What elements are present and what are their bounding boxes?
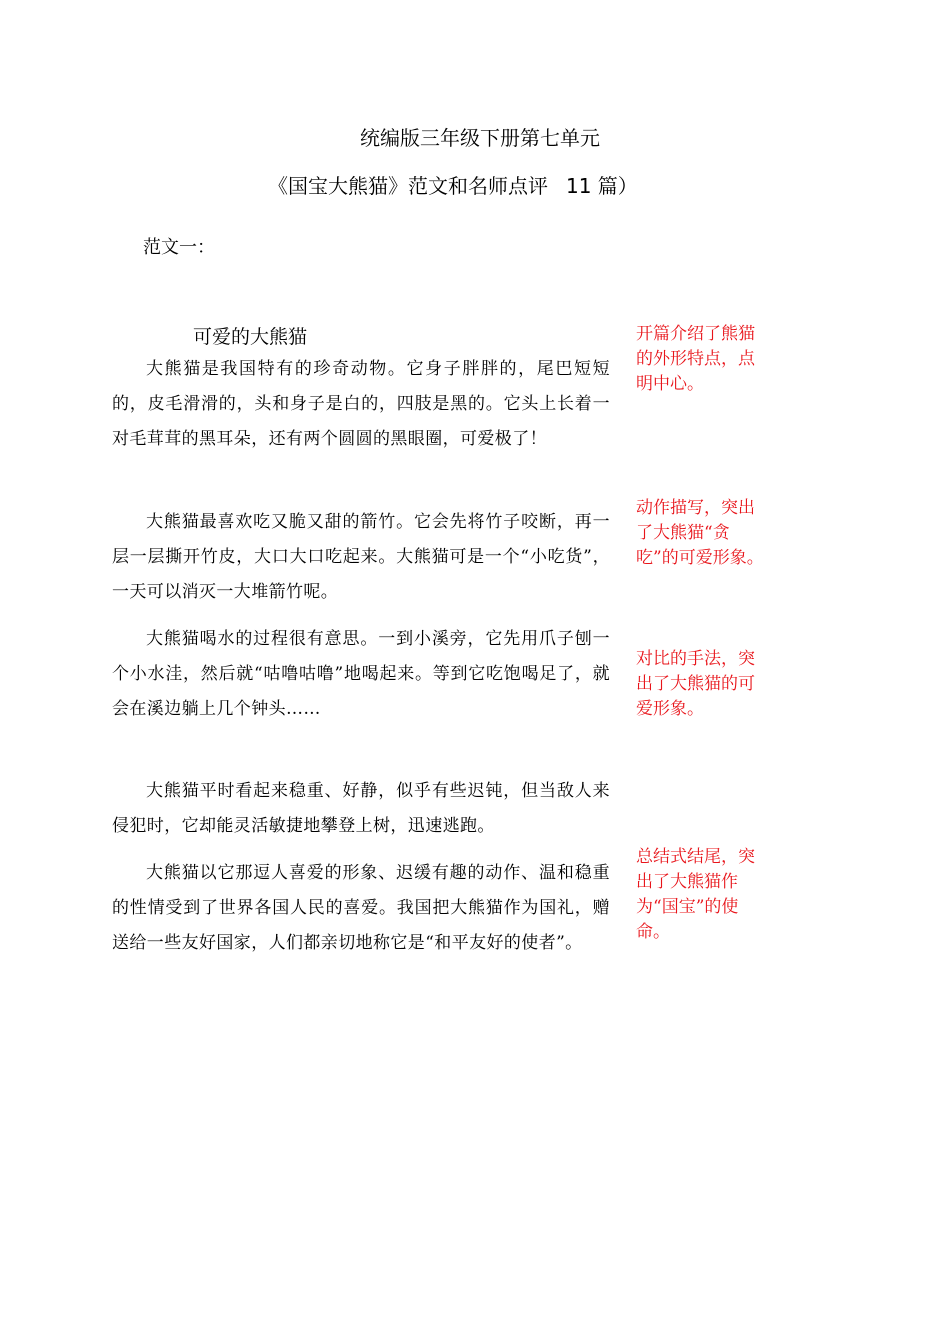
essay-title: 可爱的大熊猫	[193, 326, 308, 348]
document-subtitle	[268, 170, 638, 199]
sample-label: 范文一：	[143, 237, 215, 258]
teacher-comment-1: 开篇介绍了熊猫的外形特点，点明中心。	[636, 324, 755, 394]
essay-paragraph-1: 大熊猫是我国特有的珍奇动物。它身子胖胖的，尾巴短短的，皮毛滑滑的，头和身子是白的，四肢是黑的。它头上长着一对毛茸茸的黑耳朵，还有两个圆圆的黑眼圈，可爱极了！	[112, 359, 610, 449]
teacher-comment-3: 对比的手法，突出了大熊猫的可爱形象。	[636, 649, 755, 719]
essay-paragraph-4: 大熊猫平时看起来稳重、好静，似乎有些迟钝，但当敌人来侵犯时，它却能灵活敏捷地攀登上树，迅速逃跑。	[112, 781, 610, 836]
essay-paragraph-5: 大熊猫以它那逗人喜爱的形象、迟缓有趣的动作、温和稳重的性情受到了世界各国人民的喜爱。我国把大熊猫作为国礼，赠送给一些友好国家，人们都亲切地称它是“和平友好的使者”。	[112, 863, 610, 953]
subtitle-count: 11 篇）	[566, 174, 638, 198]
essay-paragraph-3: 大熊猫喝水的过程很有意思。一到小溪旁，它先用爪子刨一个小水洼，然后就“咕噜咕噜”地喝起来。等到它吃饱喝足了，就会在溪边躺上几个钟头……	[112, 629, 610, 719]
subtitle-main: 《国宝大熊猫》范文和名师点评	[268, 174, 548, 198]
teacher-comment-4: 总结式结尾，突出了大熊猫作为“国宝”的使命。	[636, 847, 755, 942]
teacher-comment-2: 动作描写，突出了大熊猫“贪吃”的可爱形象。	[636, 498, 764, 568]
document-title: 统编版三年级下册第七单元	[360, 126, 600, 150]
essay-paragraph-2: 大熊猫最喜欢吃又脆又甜的箭竹。它会先将竹子咬断，再一层一层撕开竹皮，大口大口吃起来。大熊猫可是一个“小吃货”，一天可以消灭一大堆箭竹呢。	[112, 512, 610, 602]
